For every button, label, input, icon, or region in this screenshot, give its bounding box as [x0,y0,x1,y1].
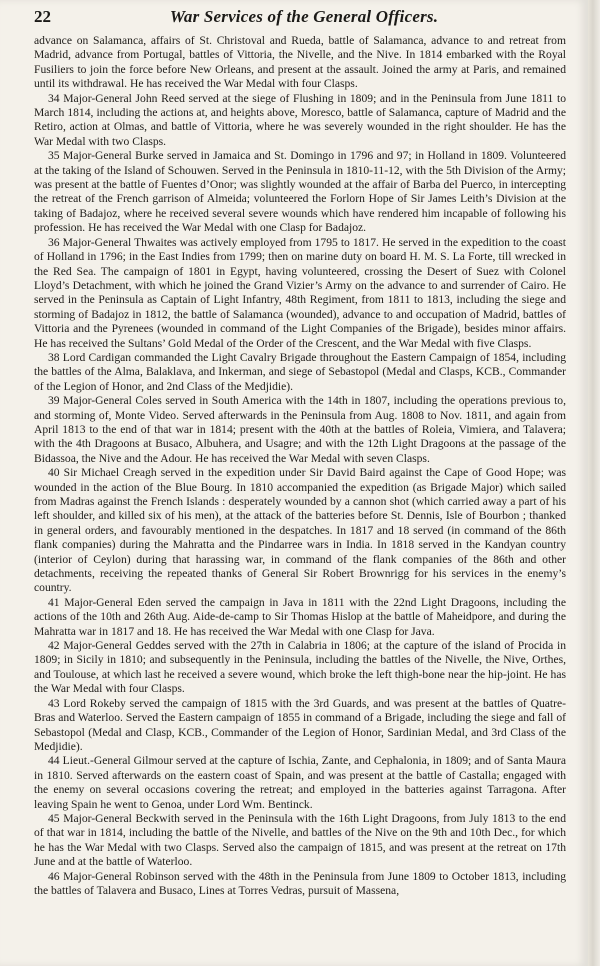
running-title: War Services of the General Officers. [169,7,439,26]
entry-38-cardigan: 38 Lord Cardigan commanded the Light Cavalry Brigade throughout the Eastern Campaign of 1854, including the battles of the Alma, Balaklava, and Inkerman, and siege of Sebastopol (Medal and Clasps, KCB., Commander of the Legion of Honor, and 2nd Class of the Medjidie). [34,350,566,393]
page-header [34,4,574,32]
entry-36-thwaites: 36 Major-General Thwaites was actively employed from 1795 to 1817. He served in the expedition to the coast of Holland in 1796; in the East Indies from 1799; then on marine duty on board H. M. S. La Forte, till wrecked in the Red Sea. The campaign of 1801 in Egypt, having volunteered, crossing the Desert of Suez with Colonel Lloyd’s Detachment, with which he joined the Grand Vizier’s Army on the advance to and surrender of Cairo. He served in the Peninsula as Captain of Light Infantry, 48th Regiment, from 1811 to 1813, including the siege and storming of Badajoz in 1812, the battle of Salamanca (wounded), advance to and occupation of Madrid, battles of Vittoria and the Pyrenees (wounded in command of the Light Companies of the Brigade), besides minor affairs. He has received the Sultans’ Gold Medal of the Order of the Crescent, and the War Medal with five Clasps. [34,235,566,350]
entry-43-rokeby: 43 Lord Rokeby served the campaign of 1815 with the 3rd Guards, and was present at the battles of Quatre-Bras and Waterloo. Served the Eastern campaign of 1855 in command of a Brigade, including the siege and fall of Sebastopol (Medal and Clasp, KCB., Commander of the Legion of Honor, Sardinian Medal, and 3rd Class of the Medjidie). [34,696,566,753]
entry-35-burke: 35 Major-General Burke served in Jamaica and St. Domingo in 1796 and 97; in Holland in 1809. Volunteered at the taking of the Island of Schouwen. Served in the Peninsula in 1810-11-12, with the 5th Division of the Army; was present at the battle of Fuentes d’Onor; was slightly wounded at the affair of Barba del Puerco, in intercepting the retreat of the French garrison of Almeida; volunteered the Forlorn Hope of Sir James Leith’s Division at the taking of Badajoz, where he received several severe wounds which have rendered him incapable of following his profession. He has received the War Medal with one Clasp for Badajoz. [34,149,566,235]
entry-40-creagh: 40 Sir Michael Creagh served in the expedition under Sir David Baird against the Cape of Good Hope; was wounded in the action of the Blue Bourg. In 1810 accompanied the expedition (as Brigade Major) which sailed from Madras against the French Islands : desperately wounded by a cannon shot (which carried away a part of his left shoulder, and killed six of his men), at the attack of the batteries before St. Dennis, Isle of Bourbon ; thanked in general orders, and favourably mentioned in the despatches. In 1817 and 18 served (in command of the 86th flank companies) during the Mahratta and the Pindarree wars in India. In 1818 served in the Kandyan country (interior of Ceylon) during that harassing war, in command of the flank companies of the 86th and other detachments, receiving the repeated thanks of General Sir Robert Brownrigg for his services in the enemy’s country. [34,466,566,595]
entry-44-gilmour: 44 Lieut.-General Gilmour served at the capture of Ischia, Zante, and Cephalonia, in 1809; and of Santa Maura in 1810. Served afterwards on the eastern coast of Spain, and was present at the battle of Castalla; engaged with the enemy on several occasions covering the retreat; and employed in the batteries against Tarragona. After leaving Spain he went to Genoa, under Lord Wm. Bentinck. [34,754,566,811]
page-body [34,34,566,898]
entry-39-coles: 39 Major-General Coles served in South America with the 14th in 1807, including the operations previous to, and storming of, Monte Video. Served afterwards in the Peninsula from Aug. 1808 to Nov. 1811, and again from April 1813 to the end of that war in 1814; present with the 40th at the battles of Roleia, Vimiera, and Talavera; with the 4th Dragoons at Busaco, Albuhera, and Usagre; and with the 12th Light Dragoons at the passage of the Bidassoa, the Nive and the Adour. He has received the War Medal with seven Clasps. [34,394,566,465]
entry-41-eden: 41 Major-General Eden served the campaign in Java in 1811 with the 22nd Light Dragoons, including the actions of the 10th and 26th Aug. Aide-de-camp to Sir Thomas Hislop at the battle of Maheidpore, and during the Mahratta war in 1817 and 18. He has received the War Medal with one Clasp for Java. [34,595,566,638]
entry-46-robinson: 46 Major-General Robinson served with the 48th in the Peninsula from June 1809 to October 1813, including the battles of Talavera and Busaco, Lines at Torres Vedras, pursuit of Massena, [34,869,566,897]
entry-34-reed: 34 Major-General John Reed served at the siege of Flushing in 1809; and in the Peninsula from June 1811 to March 1814, including the actions at, and heights above, Moresco, battle of Salamanca, capture of Madrid and the Retiro, action at Olmas, and battle of Vittoria, where he was severely wounded in the right shoulder. He has the War Medal with two Clasps. [34,91,566,148]
entry-45-beckwith: 45 Major-General Beckwith served in the Peninsula with the 16th Light Dragoons, from July 1813 to the end of that war in 1814, including the battle of the Nivelle, and battles of the Nive on the 9th and 10th Dec., for which he has the War Medal with two Clasps. Served also the campaign of 1815, and was present at the retreat on 17th June and at the battle of Waterloo. [34,811,566,869]
page-gutter [588,0,600,966]
page-number: 22 [34,7,51,26]
paragraph-continuation: advance on Salamanca, affairs of St. Christoval and Rueda, battle of Salamanca, advance to and retreat from Madrid, advance from Portugal, battles of Vittoria, the Nivelle, and the Nive. In 1814 embarked with the Royal Fusiliers to join the force before New Orleans, and present at the assault. Joined the army at Paris, and remained until its withdrawal. He has received the War Medal with four Clasps. [34,34,566,91]
entry-42-geddes: 42 Major-General Geddes served with the 27th in Calabria in 1806; at the capture of the island of Procida in 1809; in Sicily in 1810; and subsequently in the Peninsula, including the battles of the Nivelle, the Nive, Orthes, and Toulouse, at which last he received a severe wound, which broke the left thigh-bone near the hip-joint. He has the War Medal with four Clasps. [34,639,566,696]
